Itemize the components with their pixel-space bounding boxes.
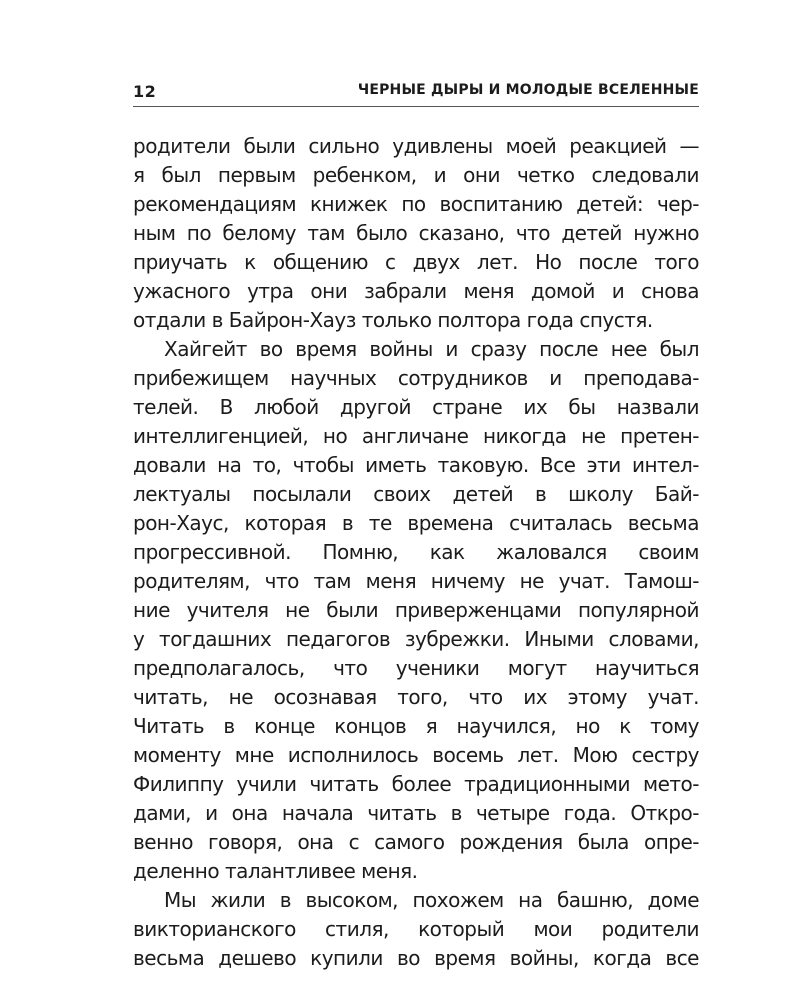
text-line: Читать в конце концов я научился, но к тому — [133, 714, 699, 738]
text-line: родителям, что там меня ничему не учат. Тамош- — [133, 569, 699, 593]
text-line: Филиппу учили читать более традиционными мето- — [133, 772, 699, 796]
text-line: прибежищем научных сотрудников и преподава- — [133, 366, 699, 390]
text-line: довали на то, чтобы иметь таковую. Все эти интел- — [133, 453, 699, 477]
text-line: читать, не осознавая того, что их этому учат. — [133, 685, 699, 709]
text-line: лектуалы посылали своих детей в школу Бай- — [133, 482, 699, 506]
text-line: рон-Хаус, которая в те времена считалась весьма — [133, 511, 699, 535]
text-line: прогрессивной. Помню, как жаловался своим — [133, 540, 699, 564]
text-line: отдали в Байрон-Хауз только полтора года спустя. — [133, 308, 653, 332]
text-line: венно говоря, она с самого рождения была опре- — [133, 830, 699, 854]
text-line: моменту мне исполнилось восемь лет. Мою сестру — [133, 743, 699, 767]
text-line: я был первым ребенком, и они четко следовали — [133, 163, 699, 187]
text-line: родители были сильно удивлены моей реакцией — — [133, 134, 699, 158]
text-line: деленно талантливее меня. — [133, 859, 418, 883]
text-line: весьма дешево купили во время войны, когда все — [133, 946, 699, 970]
text-line: ние учителя не были приверженцами популярной — [133, 598, 699, 622]
text-line: интеллигенцией, но англичане никогда не претен- — [133, 424, 699, 448]
text-line: приучать к общению с двух лет. Но после того — [133, 250, 699, 274]
page-number: 12 — [133, 82, 157, 101]
header-rule — [133, 106, 699, 107]
text-line: телей. В любой другой стране их бы назвали — [133, 395, 699, 419]
paragraph-first-line: Мы жили в высоком, похожем на башню, доме — [164, 888, 699, 912]
text-line: у тогдашних педагогов зубрежки. Иными словами, — [133, 627, 699, 651]
paragraph-first-line: Хайгейт во время войны и сразу после нее был — [164, 337, 699, 361]
text-line: предполагалось, что ученики могут научиться — [133, 656, 699, 680]
text-line: ужасного утра они забрали меня домой и снова — [133, 279, 699, 303]
text-line: рекомендациям книжек по воспитанию детей: чер- — [133, 192, 699, 216]
book-title: ЧЕРНЫЕ ДЫРЫ И МОЛОДЫЕ ВСЕЛЕННЫЕ — [357, 82, 699, 98]
text-line: ным по белому там было сказано, что детей нужно — [133, 221, 699, 245]
running-head — [133, 80, 699, 102]
text-line: викторианского стиля, который мои родители — [133, 917, 699, 941]
body-text — [133, 132, 699, 973]
text-line: дами, и она начала читать в четыре года. Откро- — [133, 801, 699, 825]
